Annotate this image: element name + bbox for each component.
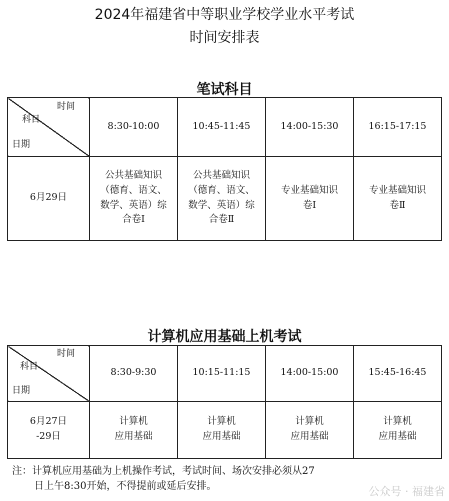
header-subject-label: 科目 bbox=[22, 115, 41, 125]
time-slot: 14:00-15:30 bbox=[266, 98, 354, 157]
subject-line: 合卷Ⅰ bbox=[122, 214, 145, 226]
time-slot: 15:45-16:45 bbox=[354, 346, 442, 402]
header-time-label: 时间 bbox=[56, 102, 75, 112]
document-title: 2024年福建省中等职业学校学业水平考试 bbox=[94, 7, 355, 23]
subject-cell bbox=[90, 402, 178, 459]
subject-line: 数学、英语）综 bbox=[188, 199, 255, 211]
subject-line: 应用基础 bbox=[202, 431, 241, 442]
time-slot: 14:00-15:00 bbox=[266, 346, 354, 402]
date-line: -29日 bbox=[36, 431, 61, 442]
subject-line: 应用基础 bbox=[290, 431, 329, 442]
time-slot: 10:15-11:15 bbox=[178, 346, 266, 402]
subject-line: （德育、语文、 bbox=[100, 184, 167, 196]
subject-line: 专业基础知识 bbox=[368, 184, 426, 196]
subject-cell bbox=[90, 157, 178, 241]
computer-header-corner bbox=[8, 346, 90, 402]
written-header-corner bbox=[8, 98, 90, 157]
footnote-line: 注：计算机应用基础为上机操作考试，考试时间、场次安排必须从27 bbox=[12, 466, 315, 477]
subject-line: 应用基础 bbox=[114, 431, 153, 442]
subject-line: 公共基础知识 bbox=[192, 170, 250, 182]
written-schedule-table bbox=[7, 97, 442, 241]
subject-line: 计算机 bbox=[207, 416, 236, 428]
subject-line: 卷Ⅱ bbox=[389, 199, 406, 211]
subject-line: 数学、英语）综 bbox=[100, 199, 167, 211]
subject-line: 计算机 bbox=[119, 416, 148, 428]
computer-schedule-table bbox=[7, 345, 442, 459]
exam-date bbox=[8, 402, 90, 459]
header-subject-label: 科目 bbox=[20, 362, 39, 372]
subject-cell bbox=[178, 402, 266, 459]
subject-line: 专业基础知识 bbox=[280, 184, 338, 196]
subject-line: 应用基础 bbox=[378, 431, 417, 442]
header-date-label: 日期 bbox=[12, 386, 31, 397]
time-slot: 8:30-9:30 bbox=[90, 346, 178, 402]
subject-cell bbox=[266, 157, 354, 241]
subject-line: （德育、语文、 bbox=[188, 184, 255, 196]
time-slot: 8:30-10:00 bbox=[90, 98, 178, 157]
subject-line: 合卷Ⅱ bbox=[208, 214, 235, 226]
footnote-line: 日上午8:30开始，不得提前或延后安排。 bbox=[34, 481, 217, 492]
subject-cell bbox=[178, 157, 266, 241]
watermark: 公众号 · 福建省 bbox=[368, 485, 445, 498]
date-line: 6月27日 bbox=[29, 416, 68, 428]
subject-line: 公共基础知识 bbox=[104, 170, 162, 182]
computer-exam-row bbox=[8, 402, 442, 459]
computer-section-title: 计算机应用基础上机考试 bbox=[147, 329, 302, 345]
subject-cell bbox=[354, 402, 442, 459]
time-slot: 10:45-11:45 bbox=[178, 98, 266, 157]
subject-cell bbox=[266, 402, 354, 459]
written-exam-row bbox=[8, 157, 442, 241]
time-slot: 16:15-17:15 bbox=[354, 98, 442, 157]
subject-line: 计算机 bbox=[383, 416, 412, 428]
subject-line: 卷Ⅰ bbox=[302, 199, 317, 211]
header-date-label: 日期 bbox=[12, 140, 31, 151]
header-time-label: 时间 bbox=[56, 349, 75, 359]
subject-cell bbox=[354, 157, 442, 241]
subject-line: 计算机 bbox=[295, 416, 324, 428]
exam-date: 6月29日 bbox=[8, 157, 90, 241]
written-section-title: 笔试科目 bbox=[196, 82, 253, 98]
document-subtitle: 时间安排表 bbox=[189, 30, 260, 46]
written-header-row bbox=[8, 98, 442, 157]
computer-header-row bbox=[8, 346, 442, 402]
